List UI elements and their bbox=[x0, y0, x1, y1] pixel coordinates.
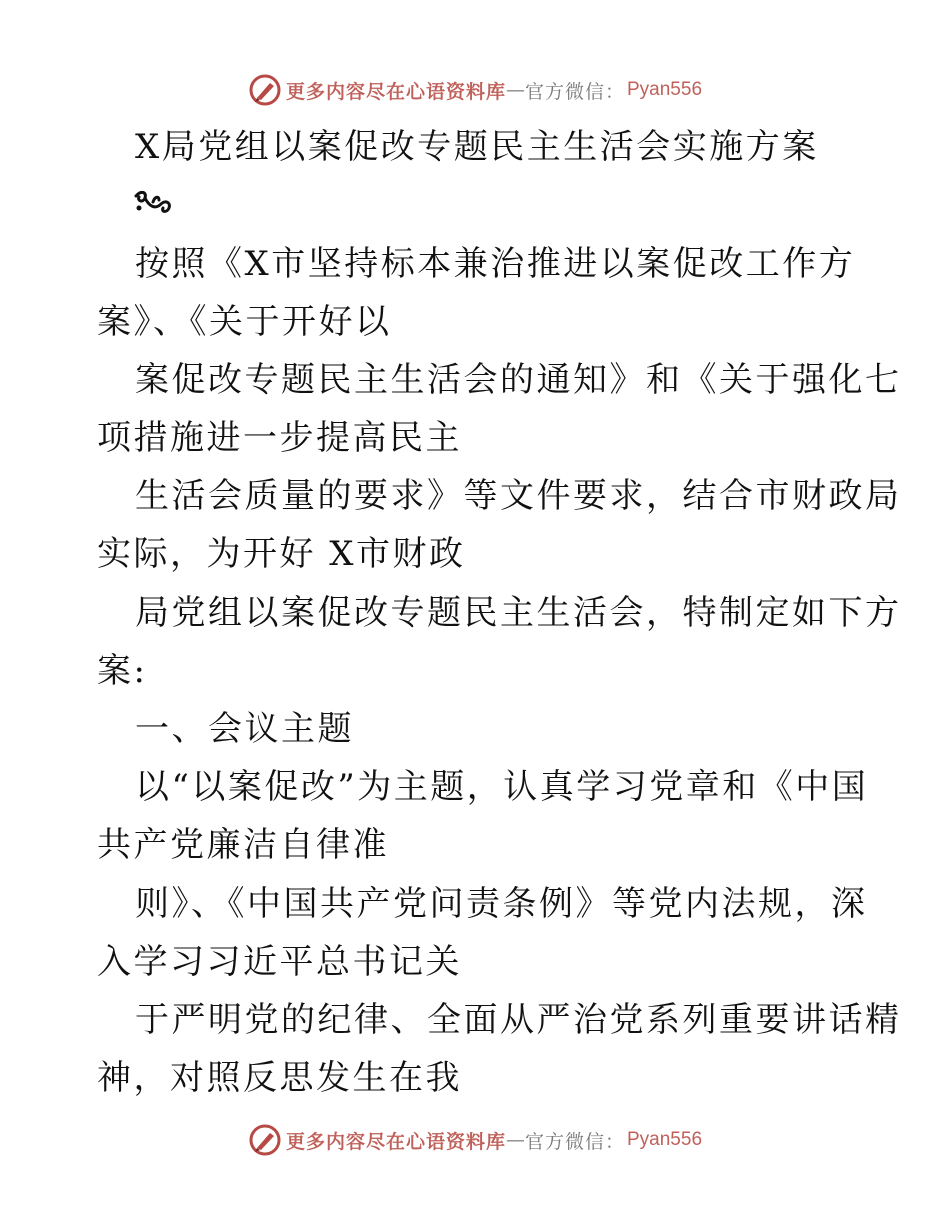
header-banner bbox=[0, 70, 950, 110]
banner-dash: — bbox=[505, 1129, 525, 1151]
banner-wechat-id: Pyan556 bbox=[627, 1129, 703, 1150]
banner-text: 更多内容尽在心语资料库 bbox=[285, 80, 506, 103]
pen-logo-icon bbox=[248, 73, 282, 107]
banner-dash: — bbox=[505, 79, 525, 101]
body-line-12: 则》、《中国共产党问责条例》等党内法规，深 bbox=[135, 884, 868, 924]
banner-wechat-label: 官方微信： bbox=[524, 80, 625, 103]
body-line-13: 入学习习近平总书记关 bbox=[97, 942, 462, 982]
body-line-6: 实际，为开好 X市财政 bbox=[97, 534, 466, 574]
footer-banner bbox=[0, 1120, 950, 1160]
body-line-1: 按照《X市坚持标本兼治推进以案促改工作方 bbox=[135, 244, 856, 284]
body-line-8: 案: bbox=[97, 651, 148, 691]
fleuron-ornament-icon bbox=[133, 188, 173, 218]
pen-logo-icon bbox=[248, 1123, 282, 1157]
body-line-10: 以“以案促改”为主题，认真学习党章和《中国 bbox=[135, 767, 869, 807]
body-line-5: 生活会质量的要求》等文件要求，结合市财政局 bbox=[135, 476, 902, 516]
body-line-4: 项措施进一步提高民主 bbox=[97, 418, 462, 458]
body-line-11: 共产党廉洁自律准 bbox=[97, 825, 389, 865]
banner-wechat-label: 官方微信： bbox=[524, 1130, 625, 1153]
section-heading-1: 一、会议主题 bbox=[135, 709, 354, 749]
body-line-7: 局党组以案促改专题民主生活会，特制定如下方 bbox=[135, 593, 902, 633]
body-line-14: 于严明党的纪律、全面从严治党系列重要讲话精 bbox=[135, 1000, 902, 1040]
body-line-2: 案》、《关于开好以 bbox=[97, 302, 392, 342]
document-title: X局党组以案促改专题民主生活会实施方案 bbox=[135, 127, 819, 167]
banner-wechat-id: Pyan556 bbox=[627, 79, 703, 100]
body-line-15: 神，对照反思发生在我 bbox=[97, 1058, 462, 1098]
body-line-3: 案促改专题民主生活会的通知》和《关于强化七 bbox=[135, 360, 902, 400]
banner-text: 更多内容尽在心语资料库 bbox=[285, 1130, 506, 1153]
